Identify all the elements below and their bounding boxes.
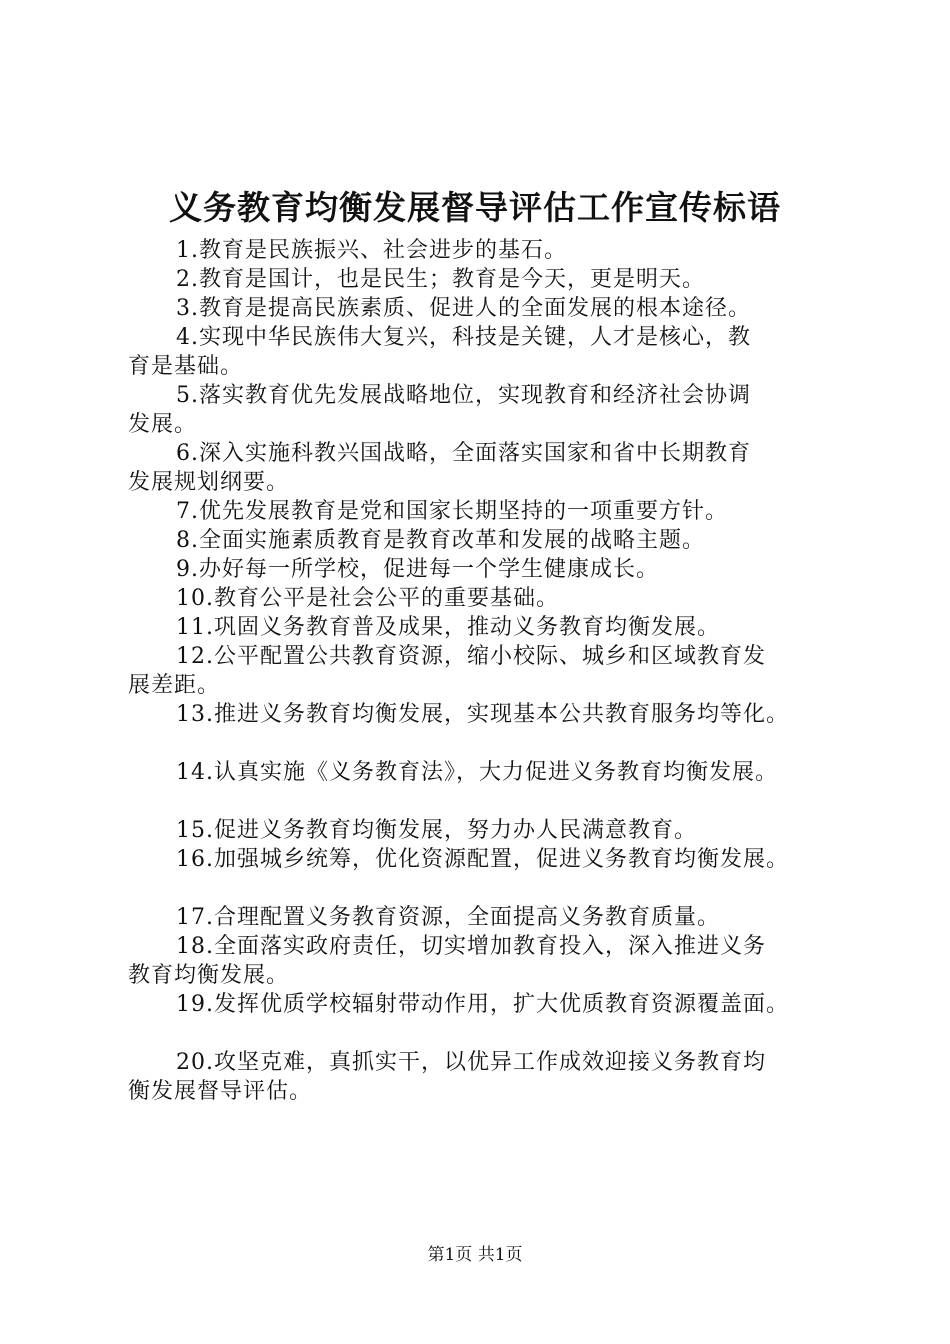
slogan-line: 4.实现中华民族伟大复兴，科技是关键，人才是核心，教	[176, 325, 751, 350]
page-number: 第1页 共1页	[427, 1245, 523, 1265]
slogan-line: 6.深入实施科教兴国战略，全面落实国家和省中长期教育	[176, 441, 751, 466]
slogan-line: 16.加强城乡统筹，优化资源配置，促进义务教育均衡发展。	[176, 847, 789, 872]
document-title: 义务教育均衡发展督导评估工作宣传标语	[169, 188, 781, 227]
slogan-line: 17.合理配置义务教育资源，全面提高义务教育质量。	[176, 905, 720, 930]
slogan-line: 1.教育是民族振兴、社会进步的基石。	[176, 238, 567, 263]
slogan-line: 19.发挥优质学校辐射带动作用，扩大优质教育资源覆盖面。	[176, 992, 789, 1017]
slogan-line: 10.教育公平是社会公平的重要基础。	[176, 586, 559, 611]
slogan-line: 12.公平配置公共教育资源，缩小校际、城乡和区域教育发	[176, 644, 766, 669]
slogan-line: 7.优先发展教育是党和国家长期坚持的一项重要方针。	[176, 499, 728, 524]
slogan-line: 11.巩固义务教育普及成果，推动义务教育均衡发展。	[176, 615, 720, 640]
slogan-line: 18.全面落实政府责任，切实增加教育投入，深入推进义务	[176, 934, 766, 959]
slogan-line: 15.促进义务教育均衡发展，努力办人民满意教育。	[176, 818, 697, 843]
slogan-line: 13.推进义务教育均衡发展，实现基本公共教育服务均等化。	[176, 702, 789, 727]
slogan-line-continued: 发展。	[128, 412, 198, 437]
slogan-line: 14.认真实施《义务教育法》，大力促进义务教育均衡发展。	[176, 760, 778, 785]
slogan-line-continued: 发展规划纲要。	[128, 470, 290, 495]
slogan-line: 9.办好每一所学校，促进每一个学生健康成长。	[176, 557, 659, 582]
slogan-line: 8.全面实施素质教育是教育改革和发展的战略主题。	[176, 528, 705, 553]
slogan-line: 3.教育是提高民族素质、促进人的全面发展的根本途径。	[176, 296, 751, 321]
slogan-line-continued: 衡发展督导评估。	[128, 1079, 313, 1104]
slogan-line-continued: 教育均衡发展。	[128, 963, 290, 988]
slogan-line: 5.落实教育优先发展战略地位，实现教育和经济社会协调	[176, 383, 751, 408]
slogan-line: 2.教育是国计，也是民生；教育是今天，更是明天。	[176, 267, 705, 292]
slogan-list	[128, 236, 844, 1106]
slogan-line-continued: 育是基础。	[128, 354, 244, 379]
slogan-line-continued: 展差距。	[128, 673, 221, 698]
slogan-line: 20.攻坚克难，真抓实干，以优异工作成效迎接义务教育均	[176, 1050, 766, 1075]
